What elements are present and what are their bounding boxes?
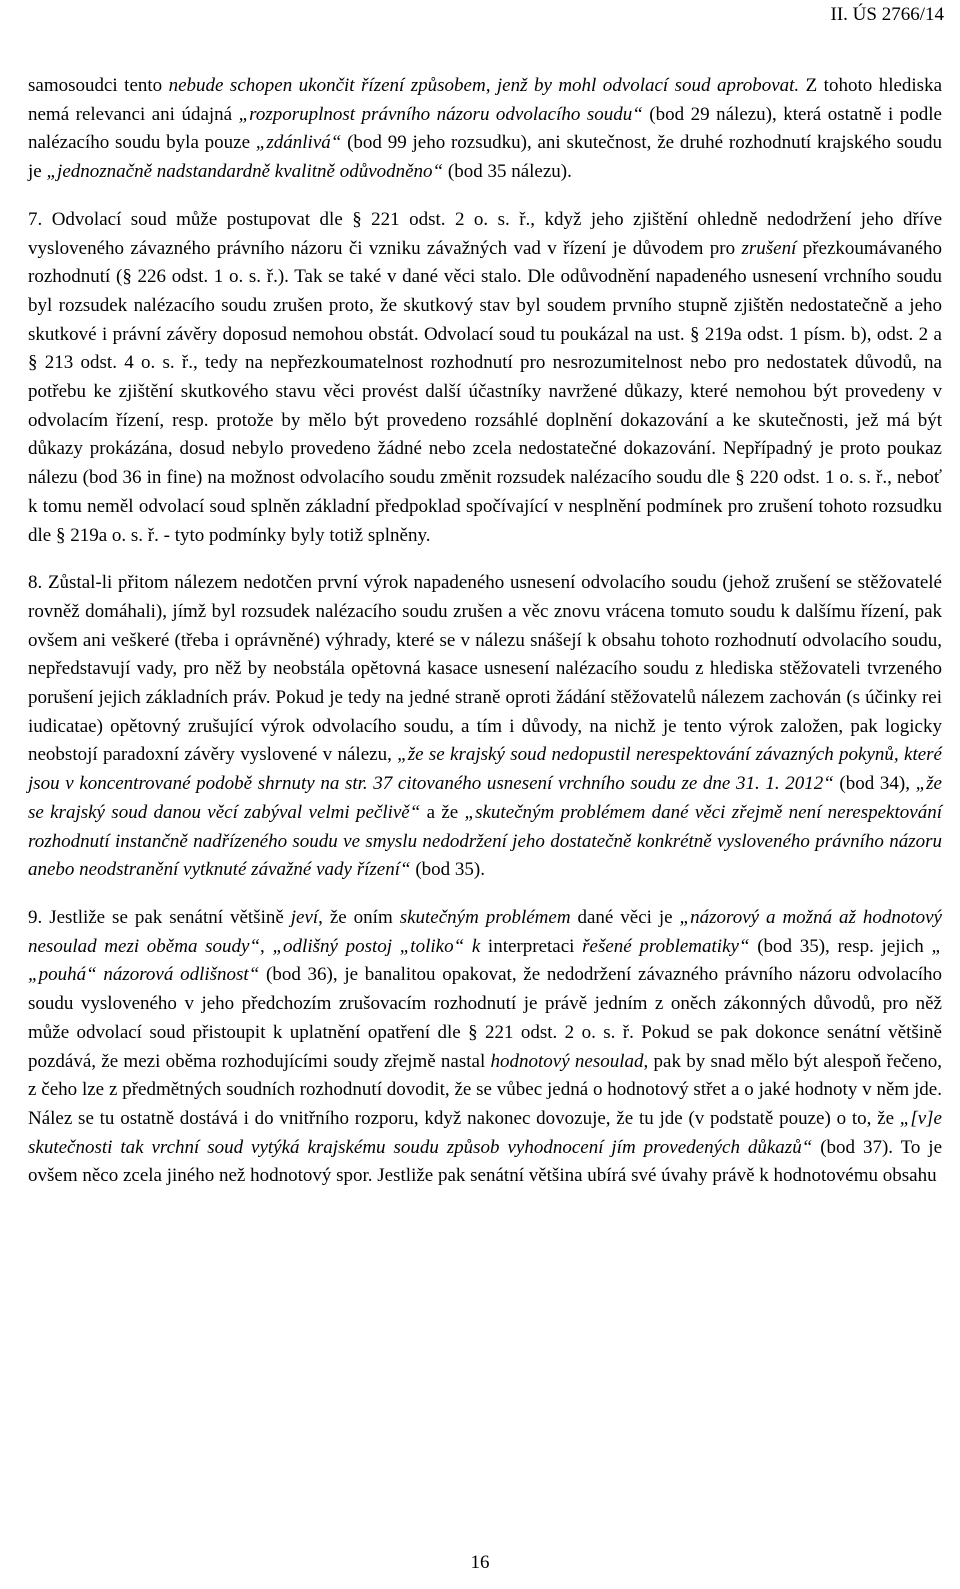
paragraph-9 — [28, 904, 942, 1191]
text-run: (bod 34), — [833, 773, 916, 795]
text-run: samosoudci tento — [28, 75, 169, 96]
text-run: , — [260, 935, 273, 957]
italic-run: nebude schopen ukončit řízení způsobem, jenž by mohl odvolací soud aprobovat. — [168, 75, 800, 96]
italic-run: „ „pouhá“ názorová odlišnost“ — [28, 935, 943, 986]
text-run: dané věci je — [570, 906, 680, 928]
italic-run: „že se krajský soud danou věcí zabýval velmi pečlivě“ — [28, 773, 942, 823]
italic-run: jeví — [290, 906, 319, 928]
italic-run: „skutečným problémem dané věci zřejmě není nerespektování rozhodnutí instančně nadřízeného soudu ve smyslu nedodržení jeho dostatečně konkrétně vysloveného právního názoru anebo neodstranění vytknuté závažné vady řízení“ — [28, 801, 942, 881]
text-run: Z tohoto hlediska nemá relevanci ani údajná — [28, 75, 943, 125]
text-run: 9. Jestliže se pak senátní většině — [28, 906, 291, 928]
text-run: interpretaci — [480, 935, 583, 957]
text-run: (bod 35), resp. jejich — [749, 935, 932, 957]
text-run: a že — [420, 801, 465, 823]
italic-run: „[v]e skutečnosti tak vrchní soud vytýká krajskému soudu způsob vyhodnocení jím provedených důkazů“ — [28, 1107, 942, 1158]
paragraph-continuation — [28, 72, 942, 187]
italic-run: řešené problematiky“ — [582, 935, 750, 957]
text-run: (bod 99 jeho rozsudku), ani skutečnost, že druhé rozhodnutí krajského soudu je — [28, 132, 942, 183]
italic-run: zrušení — [741, 237, 797, 259]
italic-run: „odlišný postoj „toliko“ k — [272, 935, 481, 957]
text-run: (bod 35 nálezu). — [443, 161, 572, 183]
italic-run: „názorový a možná až hodnotový nesoulad mezi oběma soudy“ — [28, 906, 942, 957]
paragraph-8 — [28, 569, 942, 885]
italic-run: „zdánlivá“ — [255, 132, 342, 154]
italic-run: „že se krajský soud nedopustil nerespektování závazných pokynů, které jsou v koncentrované podobě shrnuty na str. 37 citovaného usnesení vrchního soudu ze dne 31. 1. 2012“ — [28, 744, 942, 795]
paragraph-7 — [28, 206, 942, 550]
text-run: , že oním — [318, 906, 400, 928]
italic-run: „jednoznačně nadstandardně kvalitně odůvodněno“ — [46, 161, 444, 183]
text-run: (bod 37). To je ovšem něco zcela jiného než hodnotový spor. Jestliže pak senátní většina ubírá své úvahy právě k hodnotovému obsahu — [28, 1136, 943, 1187]
text-run: (bod 29 nálezu), která ostatně i podle nalézacího soudu byla pouze — [28, 103, 942, 154]
document-body — [28, 72, 942, 1191]
text-run: (bod 35). — [410, 859, 485, 881]
page-number: 16 — [470, 1552, 490, 1573]
italic-run: skutečným problémem — [399, 906, 571, 928]
text-run: 8. Zůstal-li přitom nálezem nedotčen první výrok napadeného usnesení odvolacího soudu (jehož zrušení se stěžovatelé rovněž domáhali), jímž byl rozsudek nalézacího soudu zrušen a věc znovu vrácena tomuto soudu k dalšímu řízení, pak ovšem ani veškeré (třeba i oprávněné) výhrady, které se v nálezu snášejí k obsahu tohoto rozhodnutí odvolacího soudu, nepředstavují vady, pro něž by neobstála opětovná kasace usnesení nalézacího soudu z hlediska stěžovateli tvrzeného porušení jejich základních práv. Pokud je tedy na jedné straně oproti žádání stěžovatelů nálezem zachován (s účinky rei iudicatae) opětovný zrušující výrok odvolacího soudu, a tím i důvody, na nichž je tento výrok založen, pak logicky neobstojí paradoxní závěry vyslovené v nálezu, — [28, 572, 942, 766]
text-run: 7. Odvolací soud může postupovat dle § 221 odst. 2 o. s. ř., když jeho zjištění ohledně nedodržení jeho dříve vysloveného závazného právního názoru či vzniku závažných vad v řízení je důvodem pro — [28, 208, 942, 259]
italic-run: hodnotový nesoulad — [490, 1050, 644, 1072]
text-run: , pak by snad mělo být alespoň řečeno, z čeho lze z předmětných soudních rozhodnutí dovodit, že se vůbec jedná o hodnotový střet a o jaké hodnoty v něm jde. Nález se tu ostatně dostává i do vnitřního rozporu, když nakonec dovozuje, že tu jde (v podstatě pouze) o to, že — [28, 1050, 942, 1129]
case-reference: II. ÚS 2766/14 — [830, 4, 944, 25]
text-run: přezkoumávaného rozhodnutí (§ 226 odst. 1 o. s. ř.). Tak se také v dané věci stalo. Dle odůvodnění napadeného usnesení vrchního soudu byl rozsudek nalézacího soudu zrušen proto, že skutkový stav byl soudem prvního stupně zjištěn nedostatečně a jeho skutkové i právní závěry doposud nemohou obstát. Odvolací soud tu poukázal na ust. § 219a odst. 1 písm. b), odst. 2 a § 213 odst. 4 o. s. ř., tedy na nepřezkoumatelnost rozhodnutí pro nesrozumitelnost nebo pro nedostatek důvodů, na potřebu ke zjištění skutkového stavu věci provést další účastníky navržené důkazy, které nemohou být provedeny v odvolacím řízení, resp. protože by mělo být provedeno rozsáhlé doplnění dokazování a ke skutečnosti, jež má být důkazy prokázána, dosud nebylo provedeno žádné nebo zcela nedostatečné dokazování. Nepřípadný je proto poukaz nálezu (bod 36 in fine) na možnost odvolacího soudu změnit rozsudek nalézacího soudu dle § 220 odst. 1 o. s. ř., neboť k tomu neměl odvolací soud splněn základní předpoklad spočívající v nesplnění podmínek pro zrušení tohoto rozsudku dle § 219a o. s. ř. - tyto podmínky byly totiž splněny. — [28, 237, 942, 546]
italic-run: „rozporuplnost právního názoru odvolacího soudu“ — [238, 103, 643, 125]
text-run: (bod 36), je banalitou opakovat, že nedodržení závazného právního názoru odvolacího soudu vysloveného v jeho předchozím zrušovacím rozhodnutí je právě jedním z oněch zákonných důvodů, pro něž může odvolací soud přistoupit k uplatnění opatření dle § 221 odst. 2 o. s. ř. Pokud se pak dokonce senátní většině pozdává, že mezi oběma rozhodujícími soudy zřejmě nastal — [28, 964, 942, 1072]
